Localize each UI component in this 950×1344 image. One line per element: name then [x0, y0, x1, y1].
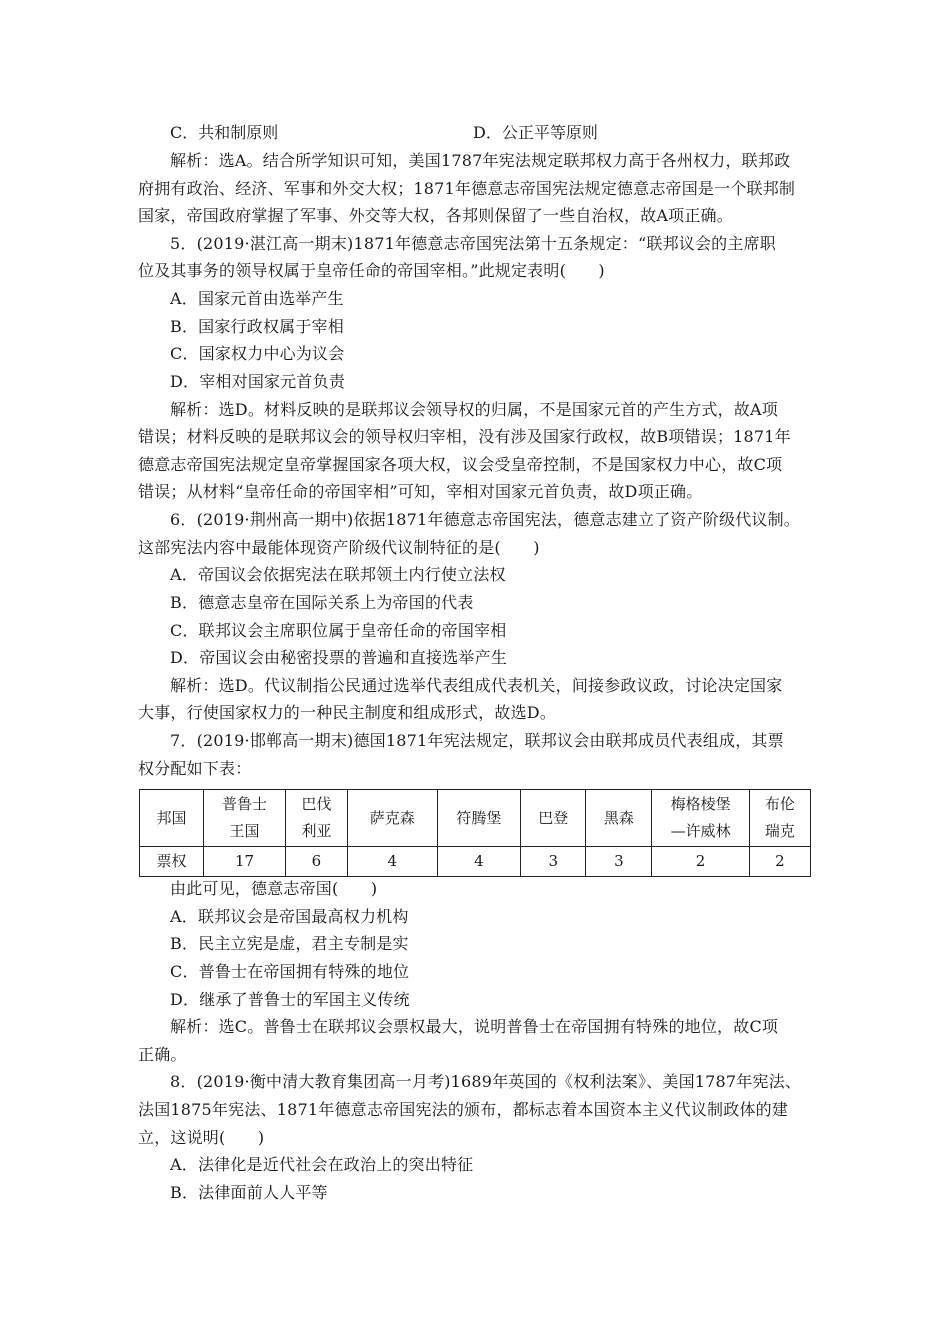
q8-option-b: B．法律面前人人平等 — [170, 1183, 328, 1202]
q4-analysis-line-1: 解析：选A。结合所学知识可知，美国1787年宪法规定联邦权力高于各州权力，联邦政 — [170, 151, 791, 170]
q7-option-c: C．普鲁士在帝国拥有特殊的地位 — [170, 962, 410, 981]
q7-analysis-line-2: 正确。 — [138, 1045, 187, 1064]
table-cell-votes: 4 — [348, 847, 438, 877]
q7-analysis-line-1: 解析：选C。普鲁士在联邦议会票权最大，说明普鲁士在帝国拥有特殊的地位，故C项 — [170, 1017, 779, 1036]
table-cell-votes: 17 — [204, 847, 286, 877]
q5-analysis-line-3: 德意志帝国宪法规定皇帝掌握国家各项大权，议会受皇帝控制，不是国家权力中心，故C项 — [138, 455, 783, 474]
q7-stem-line-2: 权分配如下表： — [138, 759, 252, 778]
q7-stem-line-1: 7．(2019·邯郸高一期末)德国1871年宪法规定，联邦议会由联邦成员代表组成，其票 — [170, 731, 784, 750]
q6-analysis-line-1: 解析：选D。代议制指公民通过选举代表组成代表机关，间接参政议政，讨论决定国家 — [170, 676, 783, 695]
table-row-label: 票权 — [140, 847, 204, 877]
table-cell-state: 普鲁士 王国 — [204, 790, 286, 847]
q6-option-d: D．帝国议会由秘密投票的普遍和直接选举产生 — [170, 648, 508, 667]
table-cell-state: 萨克森 — [348, 790, 438, 847]
table-cell-state: 巴登 — [521, 790, 586, 847]
table-cell-votes: 2 — [749, 847, 810, 877]
table-cell-state: 符腾堡 — [437, 790, 521, 847]
table-cell-votes: 4 — [437, 847, 521, 877]
q6-option-b: B．德意志皇帝在国际关系上为帝国的代表 — [170, 593, 474, 612]
table-cell-state: 布伦 瑞克 — [749, 790, 810, 847]
table-cell-votes: 2 — [652, 847, 749, 877]
q7-after-table: 由此可见，德意志帝国( ) — [170, 879, 378, 898]
q5-analysis-line-1: 解析：选D。材料反映的是联邦议会领导权的归属，不是国家元首的产生方式，故A项 — [170, 400, 778, 419]
q4-option-d: D．公正平等原则 — [473, 123, 598, 142]
q4-analysis-line-2: 府拥有政治、经济、军事和外交大权；1871年德意志帝国宪法规定德意志帝国是一个联邦制 — [138, 179, 796, 198]
q5-analysis-line-2: 错误；材料反映的是联邦议会的领导权归宰相，没有涉及国家行政权，故B项错误；1871年 — [138, 427, 791, 446]
q4-analysis-line-3: 国家，帝国政府掌握了军事、外交等大权，各邦则保留了一些自治权，故A项正确。 — [138, 206, 733, 225]
table-cell-votes: 6 — [285, 847, 347, 877]
table-cell-votes: 3 — [586, 847, 652, 877]
q5-option-c: C．国家权力中心为议会 — [170, 344, 345, 363]
q4-option-c: C．共和制原则 — [170, 123, 279, 142]
q7-option-a: A．联邦议会是帝国最高权力机构 — [170, 907, 409, 926]
table-cell-state: 黑森 — [586, 790, 652, 847]
q6-stem-line-1: 6．(2019·荆州高一期中)依据1871年德意志帝国宪法，德意志建立了资产阶级代议制。 — [170, 510, 800, 529]
q5-stem-line-2: 位及其事务的领导权属于皇帝任命的帝国宰相。”此规定表明( ) — [138, 261, 605, 280]
vote-distribution-table — [139, 789, 811, 877]
q6-option-a: A．帝国议会依据宪法在联邦领土内行使立法权 — [170, 565, 506, 584]
q8-option-a: A．法律化是近代社会在政治上的突出特征 — [170, 1155, 474, 1174]
q8-stem-line-3: 立，这说明( ) — [138, 1128, 265, 1147]
table-header-label: 邦国 — [140, 790, 204, 847]
q8-stem-line-1: 8．(2019·衡中清大教育集团高一月考)1689年英国的《权利法案》、美国1787年宪法、 — [170, 1072, 802, 1091]
q6-option-c: C．联邦议会主席职位属于皇帝任命的帝国宰相 — [170, 621, 507, 640]
table-cell-state: 巴伐 利亚 — [285, 790, 347, 847]
q7-option-d: D．继承了普鲁士的军国主义传统 — [170, 990, 410, 1009]
q5-stem-line-1: 5．(2019·湛江高一期末)1871年德意志帝国宪法第十五条规定：“联邦议会的主席职 — [170, 234, 776, 253]
table-cell-votes: 3 — [521, 847, 586, 877]
q5-analysis-line-4: 错误；从材料“皇帝任命的帝国宰相”可知，宰相对国家元首负责，故D项正确。 — [138, 482, 703, 501]
q7-option-b: B．民主立宪是虚，君主专制是实 — [170, 934, 409, 953]
q6-analysis-line-2: 大事，行使国家权力的一种民主制度和组成形式，故选D。 — [138, 703, 557, 722]
q5-option-b: B．国家行政权属于宰相 — [170, 317, 344, 336]
table-row-states — [140, 790, 811, 847]
table-row-votes — [140, 847, 811, 877]
q8-stem-line-2: 法国1875年宪法、1871年德意志帝国宪法的颁布，都标志着本国资本主义代议制政体的建 — [138, 1100, 789, 1119]
q6-stem-line-2: 这部宪法内容中最能体现资产阶级代议制特征的是( ) — [138, 538, 540, 557]
q5-option-d: D．宰相对国家元首负责 — [170, 372, 346, 391]
table-cell-state: 梅格棱堡 —许威林 — [652, 790, 749, 847]
q5-option-a: A．国家元首由选举产生 — [170, 289, 344, 308]
